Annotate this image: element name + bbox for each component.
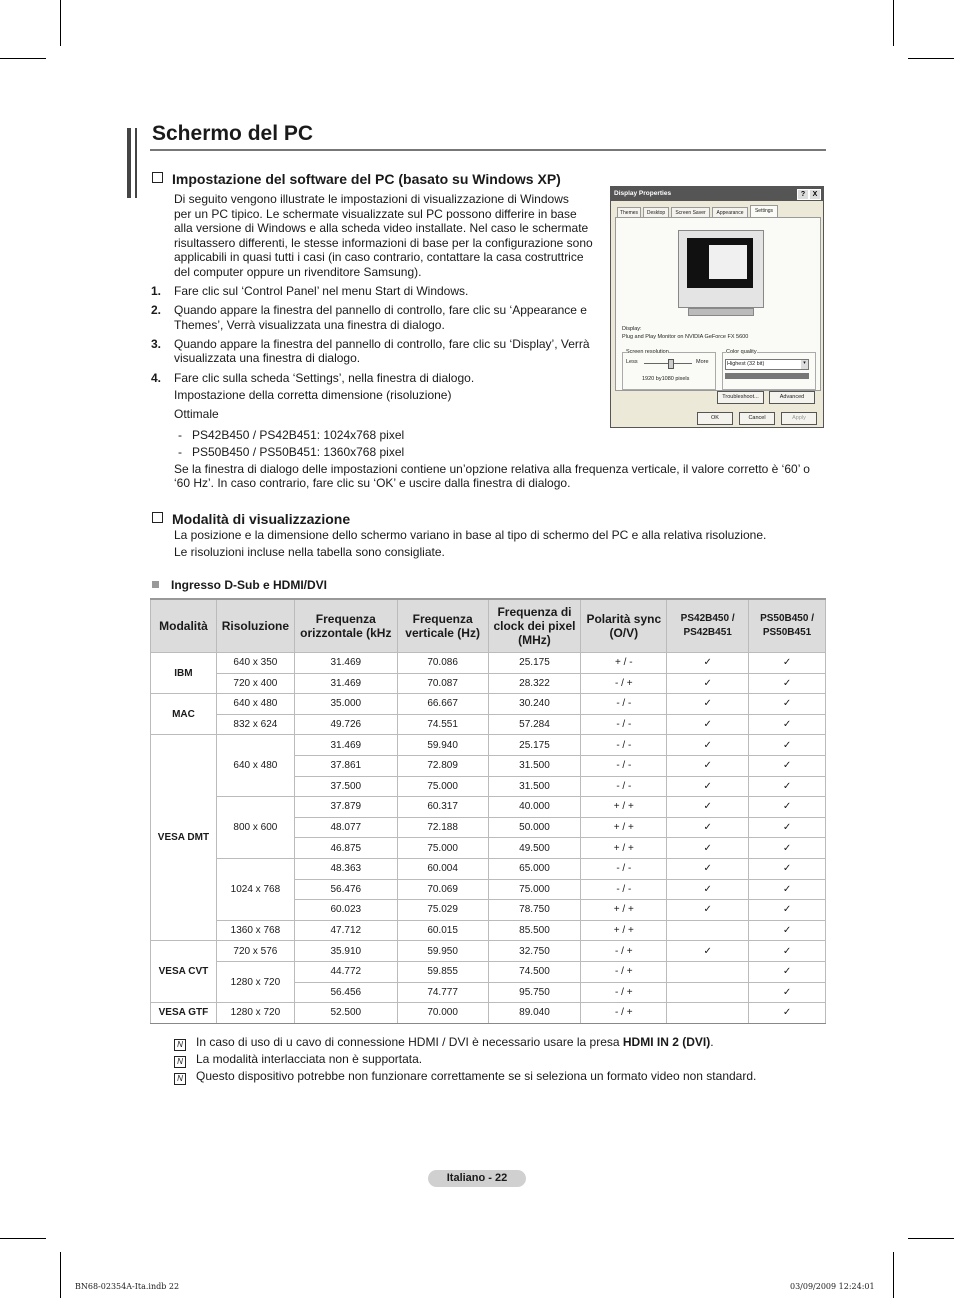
step-number: 1. [151,284,162,298]
resolution-cell: 640 x 480 [216,694,294,715]
pixel-clock-cell: 65.000 [488,858,581,879]
note-icon: N [174,1039,186,1051]
resolution-cell: 640 x 350 [216,653,294,674]
hfreq-cell: 35.000 [294,694,397,715]
pixel-clock-cell: 40.000 [488,797,581,818]
dialog-titlebar [611,187,823,201]
checkmark-icon: ✓ [749,961,826,982]
checkmark-icon: ✓ [667,879,749,900]
table-row [151,858,826,879]
empty-cell [667,982,749,1003]
step-number: 4. [151,371,162,385]
checkmark-icon: ✓ [749,900,826,921]
crop-mark [908,58,954,59]
hfreq-cell: 44.772 [294,961,397,982]
table-row [151,920,826,941]
note-item [174,1052,422,1068]
checkmark-icon: ✓ [749,858,826,879]
checkmark-icon: ✓ [667,694,749,715]
vfreq-cell: 72.188 [397,817,488,838]
checkmark-icon: ✓ [749,982,826,1003]
dialog-title: Display Properties [614,190,672,197]
optimal-item-text: PS50B450 / PS50B451: 1360x768 pixel [192,445,405,459]
checkmark-icon: ✓ [749,817,826,838]
note-icon: N [174,1056,186,1068]
vfreq-cell: 59.855 [397,961,488,982]
checkmark-icon: ✓ [749,776,826,797]
vfreq-cell: 70.000 [397,1003,488,1024]
close-button[interactable]: X [809,189,821,200]
checkmark-icon: ✓ [749,755,826,776]
section-heading-display-modes [152,511,350,527]
checkmark-icon: ✓ [667,941,749,962]
vfreq-cell: 74.777 [397,982,488,1003]
sync-polarity-cell: + / + [581,797,667,818]
step-text: Themes’, Verrà visualizzata una finestra di dialogo. [174,318,445,332]
checkbox-bullet-icon [152,172,163,183]
checkmark-icon: ✓ [667,797,749,818]
section-heading-text: Impostazione del software del PC (basato su Windows XP) [172,171,561,187]
mode-cell: VESA GTF [151,1003,217,1024]
title-accent-bar [127,128,137,198]
empty-cell [667,1003,749,1024]
hfreq-cell: 56.456 [294,982,397,1003]
vfreq-cell: 70.087 [397,673,488,694]
hfreq-cell: 37.879 [294,797,397,818]
mode-cell: IBM [151,653,217,694]
checkmark-icon: ✓ [749,735,826,756]
hfreq-cell: 48.077 [294,817,397,838]
resolution-cell: 720 x 400 [216,673,294,694]
input-subheading-text: Ingresso D-Sub e HDMI/DVI [171,578,328,592]
table-row [151,694,826,715]
sync-polarity-cell: + / + [581,920,667,941]
note-tail: . [710,1035,714,1049]
checkmark-icon: ✓ [749,714,826,735]
pixel-clock-cell: 31.500 [488,755,581,776]
checkmark-icon: ✓ [749,879,826,900]
sync-polarity-cell: - / + [581,1003,667,1024]
resolution-label: Impostazione della corretta dimensione (risoluzione) [174,388,452,402]
pixel-clock-cell: 32.750 [488,941,581,962]
step-text: Fare clic sul ‘Control Panel’ nel menu Start di Windows. [174,284,469,298]
hfreq-cell: 31.469 [294,653,397,674]
checkmark-icon: ✓ [749,797,826,818]
intro-line: per un PC tipico. Le schermate visualizzate sul PC possono differire in base [174,206,577,221]
intro-line: del computer oppure un rivenditore Samsung). [174,264,422,279]
checkmark-icon: ✓ [749,694,826,715]
vfreq-cell: 75.000 [397,776,488,797]
crop-mark [60,1252,61,1298]
pixel-clock-cell: 31.500 [488,776,581,797]
display-value: Plug and Play Monitor on NVIDIA GeForce FX 5600 [622,334,749,340]
ok-button[interactable]: OK [697,412,733,425]
vfreq-cell: 70.086 [397,653,488,674]
table-row [151,941,826,962]
hfreq-cell: 46.875 [294,838,397,859]
tab-desktop[interactable]: Desktop [643,207,669,219]
crop-mark [893,1252,894,1298]
vfreq-cell: 66.667 [397,694,488,715]
hfreq-cell: 35.910 [294,941,397,962]
sync-polarity-cell: - / - [581,694,667,715]
hfreq-cell: 37.861 [294,755,397,776]
note-text: In caso di uso di u cavo di connessione HDMI / DVI è necessario usare la presa [196,1035,623,1049]
hfreq-cell: 31.469 [294,735,397,756]
monitor-screen [687,238,753,288]
pixel-clock-cell: 50.000 [488,817,581,838]
page-title: Schermo del PC [152,122,314,145]
sync-polarity-cell: - / - [581,776,667,797]
checkmark-icon: ✓ [667,755,749,776]
sync-polarity-cell: + / + [581,817,667,838]
pixel-clock-cell: 74.500 [488,961,581,982]
table-row [151,653,826,674]
hfreq-cell: 37.500 [294,776,397,797]
display-label: Display: [622,326,642,332]
table-row [151,735,826,756]
resolution-value: 1920 by1080 pixels [642,376,690,382]
checkmark-icon: ✓ [749,920,826,941]
intro-line: alla versione di Windows e alla scheda video installate. Nel caso le schermate [174,221,589,235]
window-preview [709,245,747,279]
checkmark-icon: ✓ [667,653,749,674]
col-header-vfreq: Frequenza verticale (Hz) [397,599,488,653]
vfreq-cell: 60.004 [397,858,488,879]
pixel-clock-cell: 25.175 [488,653,581,674]
chevron-down-icon: ▾ [801,360,808,369]
table-row [151,1003,826,1024]
checkmark-icon: ✓ [667,714,749,735]
frequency-note: ‘60 Hz’. In caso contrario, fare clic su ‘OK’ e uscire dalla finestra di dialogo. [174,476,571,490]
display-modes-text: Le risoluzioni incluse nella tabella sono consigliate. [174,545,445,559]
optimal-item: - PS42B450 / PS42B451: 1024x768 pixel [178,428,405,442]
crop-mark [908,1238,954,1239]
resolution-cell: 1280 x 720 [216,1003,294,1024]
sync-polarity-cell: - / - [581,735,667,756]
resolution-cell: 720 x 576 [216,941,294,962]
sync-polarity-cell: + / + [581,838,667,859]
less-label: Less [626,359,638,365]
hfreq-cell: 56.476 [294,879,397,900]
pixel-clock-cell: 25.175 [488,735,581,756]
pixel-clock-cell: 78.750 [488,900,581,921]
intro-line: risultassero differenti, le stesse informazioni di base per la configurazione sono [174,235,593,250]
vfreq-cell: 60.317 [397,797,488,818]
pixel-clock-cell: 30.240 [488,694,581,715]
crop-mark [60,0,61,46]
settings-panel [615,217,821,391]
resolution-cell: 1024 x 768 [216,858,294,920]
color-quality-select[interactable] [725,359,809,370]
col-header-resolution: Risoluzione [216,599,294,653]
more-label: More [696,359,709,365]
sync-polarity-cell: + / + [581,900,667,921]
pixel-clock-cell: 49.500 [488,838,581,859]
step-text: Quando appare la finestra del pannello di controllo, fare clic su ‘Appearance e [174,303,587,317]
table-row [151,797,826,818]
sync-polarity-cell: - / + [581,941,667,962]
vfreq-cell: 70.069 [397,879,488,900]
square-bullet-icon [152,581,159,588]
display-properties-dialog [610,186,824,428]
sync-polarity-cell: - / + [581,673,667,694]
sync-polarity-cell: - / + [581,961,667,982]
intro-line: Di seguito vengono illustrate le impostazioni di visualizzazione di Windows [174,192,569,206]
resolution-cell: 640 x 480 [216,735,294,797]
resolution-cell: 800 x 600 [216,797,294,859]
col-header-sync-polarity: Polarità sync (O/V) [581,599,667,653]
note-item [174,1035,714,1051]
screen-resolution-group [622,352,716,390]
tab-settings[interactable]: Settings [750,205,778,219]
vfreq-cell: 74.551 [397,714,488,735]
col-header-hfreq: Frequenza orizzontale (kHz [294,599,397,653]
empty-cell [667,961,749,982]
vfreq-cell: 75.000 [397,838,488,859]
color-quality-value: Highest (32 bit) [727,361,765,367]
checkmark-icon: ✓ [667,735,749,756]
note-text: La modalità interlacciata non è supportata. [196,1052,423,1066]
table-row [151,961,826,982]
step-text: visualizzata una finestra di dialogo. [174,351,361,365]
cancel-button[interactable]: Cancel [739,412,775,425]
sync-polarity-cell: - / - [581,879,667,900]
resolution-cell: 832 x 624 [216,714,294,735]
hfreq-cell: 52.500 [294,1003,397,1024]
pixel-clock-cell: 57.284 [488,714,581,735]
hfreq-cell: 60.023 [294,900,397,921]
tab-screen-saver[interactable]: Screen Saver [671,207,710,219]
hfreq-cell: 49.726 [294,714,397,735]
hfreq-cell: 31.469 [294,673,397,694]
checkbox-bullet-icon [152,512,163,523]
pixel-clock-cell: 75.000 [488,879,581,900]
table-header-row [151,599,826,653]
mode-cell: MAC [151,694,217,735]
apply-button[interactable]: Apply [781,412,817,425]
section-heading-pc-setup [152,171,561,187]
checkmark-icon: ✓ [749,941,826,962]
page-number-badge: Italiano - 22 [428,1170,526,1187]
input-subheading [152,578,327,592]
checkmark-icon: ✓ [667,858,749,879]
color-quality-label: Color quality [726,349,757,355]
mode-cell: VESA CVT [151,941,217,1003]
checkmark-icon: ✓ [667,900,749,921]
crop-mark [0,58,46,59]
pixel-clock-cell: 28.322 [488,673,581,694]
checkmark-icon: ✓ [667,776,749,797]
note-text: Questo dispositivo potrebbe non funzionare correttamente se si seleziona un formato video non standard. [196,1069,757,1083]
color-bar [725,373,809,379]
screen-resolution-label: Screen resolution [626,349,669,355]
hfreq-cell: 48.363 [294,858,397,879]
vfreq-cell: 60.015 [397,920,488,941]
checkmark-icon: ✓ [749,838,826,859]
checkmark-icon: ✓ [749,1003,826,1024]
pixel-clock-cell: 85.500 [488,920,581,941]
step-text: Fare clic sulla scheda ‘Settings’, nella finestra di dialogo. [174,371,475,385]
imprint-file: BN68-02354A-Ita.indb 22 [75,1282,180,1291]
vfreq-cell: 75.029 [397,900,488,921]
optimal-item: - PS50B450 / PS50B451: 1360x768 pixel [178,445,405,459]
pixel-clock-cell: 89.040 [488,1003,581,1024]
pixel-clock-cell: 95.750 [488,982,581,1003]
resolution-cell: 1280 x 720 [216,961,294,1002]
col-header-mode: Modalità [151,599,217,653]
table-row [151,714,826,735]
col-header-ps50: PS50B450 / PS50B451 [749,599,826,653]
title-rule [150,149,826,151]
sync-polarity-cell: - / - [581,858,667,879]
vfreq-cell: 59.950 [397,941,488,962]
col-header-pixel-clock: Frequenza di clock dei pixel (MHz) [488,599,581,653]
table-row [151,673,826,694]
vfreq-cell: 59.940 [397,735,488,756]
sync-polarity-cell: - / - [581,714,667,735]
monitor-preview-icon [678,230,764,308]
hfreq-cell: 47.712 [294,920,397,941]
frequency-note: Se la finestra di dialogo delle impostazioni contiene un’opzione relativa alla frequenza verticale, il valore corretto è ‘60’ o [174,462,810,476]
help-button[interactable]: ? [797,189,809,200]
crop-mark [893,0,894,46]
sync-polarity-cell: - / - [581,755,667,776]
section-heading-text: Modalità di visualizzazione [172,511,351,527]
monitor-stand [688,308,754,316]
resolution-slider-thumb[interactable] [668,359,674,369]
crop-mark [0,1238,46,1239]
tab-themes[interactable]: Themes [617,207,641,219]
mode-cell: VESA DMT [151,735,217,941]
note-bold-text: HDMI IN 2 (DVI) [622,1035,711,1049]
step-number: 2. [151,303,162,317]
imprint-date: 03/09/2009 12:24:01 [790,1282,875,1291]
col-header-ps42: PS42B450 / PS42B451 [667,599,749,653]
checkmark-icon: ✓ [667,673,749,694]
checkmark-icon: ✓ [667,817,749,838]
vfreq-cell: 72.809 [397,755,488,776]
optimal-label: Ottimale [174,407,219,421]
resolution-table [150,598,826,1024]
advanced-button[interactable]: Advanced [769,391,815,404]
color-quality-group [722,352,816,390]
checkmark-icon: ✓ [667,838,749,859]
resolution-cell: 1360 x 768 [216,920,294,941]
tab-appearance[interactable]: Appearance [712,207,748,219]
step-text: Quando appare la finestra del pannello di controllo, fare clic su ‘Display’, Verrà [174,337,590,351]
empty-cell [667,920,749,941]
checkmark-icon: ✓ [749,653,826,674]
troubleshoot-button[interactable]: Troubleshoot... [717,391,764,404]
note-item [174,1069,756,1085]
display-modes-text: La posizione e la dimensione dello schermo variano in base al tipo di schermo del PC e alla relativa risoluzione. [174,528,767,542]
note-icon: N [174,1073,186,1085]
step-number: 3. [151,337,162,351]
sync-polarity-cell: - / + [581,982,667,1003]
intro-line: applicabili in quasi tutti i casi (in caso contrario, contattare la casa costruttrice [174,250,584,264]
sync-polarity-cell: + / - [581,653,667,674]
checkmark-icon: ✓ [749,673,826,694]
optimal-item-text: PS42B450 / PS42B451: 1024x768 pixel [192,428,405,442]
